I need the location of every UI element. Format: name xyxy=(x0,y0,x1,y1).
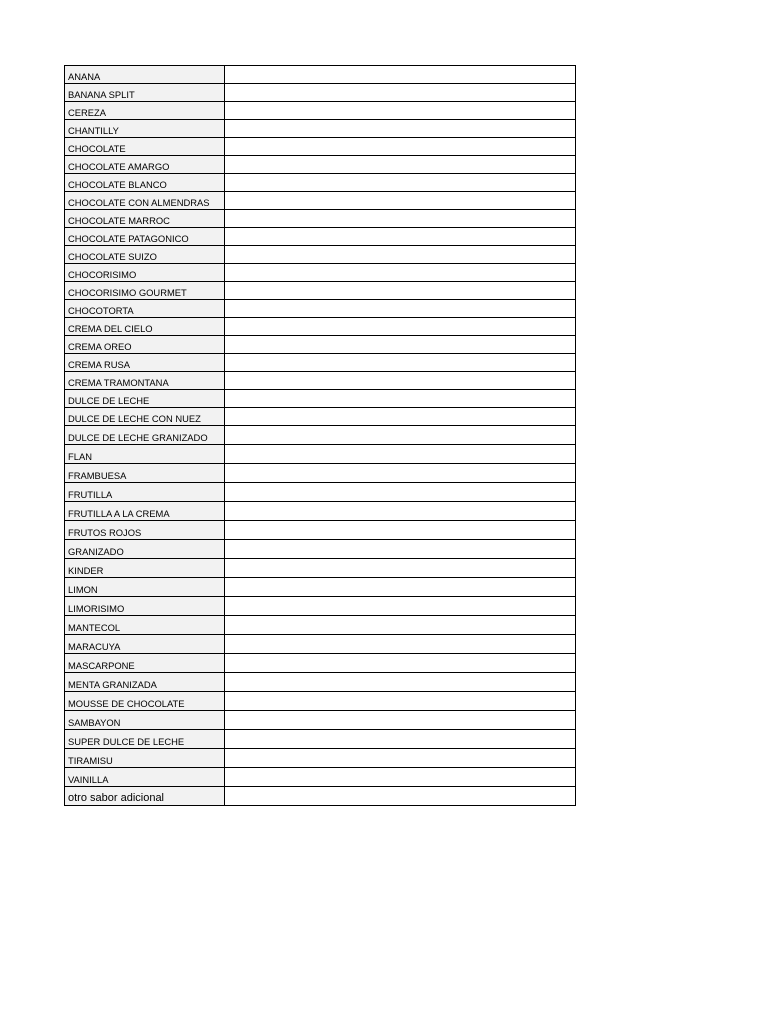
table-row xyxy=(65,654,576,673)
flavor-value-cell[interactable] xyxy=(225,730,576,749)
flavor-value-cell[interactable] xyxy=(225,616,576,635)
flavor-name-cell[interactable]: DULCE DE LECHE GRANIZADO xyxy=(65,426,225,445)
flavor-name-cell[interactable]: BANANA SPLIT xyxy=(65,84,225,102)
flavor-name-cell[interactable]: DULCE DE LECHE xyxy=(65,390,225,408)
flavor-name-cell[interactable]: KINDER xyxy=(65,559,225,578)
table-row xyxy=(65,156,576,174)
table-row xyxy=(65,445,576,464)
flavor-name-cell[interactable]: otro sabor adicional xyxy=(65,787,225,806)
table-row xyxy=(65,578,576,597)
flavor-value-cell[interactable] xyxy=(225,768,576,787)
flavor-name-cell[interactable]: FRUTOS ROJOS xyxy=(65,521,225,540)
flavor-value-cell[interactable] xyxy=(225,318,576,336)
flavor-value-cell[interactable] xyxy=(225,372,576,390)
flavor-value-cell[interactable] xyxy=(225,426,576,445)
table-row xyxy=(65,749,576,768)
flavor-name-cell[interactable]: SAMBAYON xyxy=(65,711,225,730)
flavor-value-cell[interactable] xyxy=(225,390,576,408)
flavor-name-cell[interactable]: TIRAMISU xyxy=(65,749,225,768)
flavor-name-cell[interactable]: VAINILLA xyxy=(65,768,225,787)
flavor-value-cell[interactable] xyxy=(225,445,576,464)
flavor-name-cell[interactable]: DULCE DE LECHE CON NUEZ xyxy=(65,408,225,426)
flavor-value-cell[interactable] xyxy=(225,483,576,502)
flavor-name-cell[interactable]: CREMA OREO xyxy=(65,336,225,354)
table-row xyxy=(65,354,576,372)
flavor-name-cell[interactable]: CREMA DEL CIELO xyxy=(65,318,225,336)
flavor-value-cell[interactable] xyxy=(225,502,576,521)
flavor-value-cell[interactable] xyxy=(225,264,576,282)
table-row xyxy=(65,692,576,711)
flavor-name-cell[interactable]: CREMA RUSA xyxy=(65,354,225,372)
table-row xyxy=(65,426,576,445)
flavor-value-cell[interactable] xyxy=(225,66,576,84)
table-row xyxy=(65,282,576,300)
flavor-value-cell[interactable] xyxy=(225,464,576,483)
flavor-value-cell[interactable] xyxy=(225,597,576,616)
flavor-name-cell[interactable]: CHOCOLATE PATAGONICO xyxy=(65,228,225,246)
table-row xyxy=(65,174,576,192)
flavor-name-cell[interactable]: CHOCOLATE SUIZO xyxy=(65,246,225,264)
table-row xyxy=(65,540,576,559)
flavor-value-cell[interactable] xyxy=(225,138,576,156)
table-row xyxy=(65,768,576,787)
flavor-table xyxy=(64,65,576,806)
table-row xyxy=(65,66,576,84)
table-row xyxy=(65,711,576,730)
flavor-name-cell[interactable]: CHOCOLATE BLANCO xyxy=(65,174,225,192)
flavor-value-cell[interactable] xyxy=(225,192,576,210)
flavor-value-cell[interactable] xyxy=(225,156,576,174)
flavor-value-cell[interactable] xyxy=(225,120,576,138)
flavor-name-cell[interactable]: CHOCOLATE xyxy=(65,138,225,156)
flavor-name-cell[interactable]: MANTECOL xyxy=(65,616,225,635)
table-row xyxy=(65,787,576,806)
flavor-name-cell[interactable]: FRAMBUESA xyxy=(65,464,225,483)
flavor-value-cell[interactable] xyxy=(225,282,576,300)
table-row xyxy=(65,336,576,354)
flavor-value-cell[interactable] xyxy=(225,635,576,654)
flavor-name-cell[interactable]: MOUSSE DE CHOCOLATE xyxy=(65,692,225,711)
table-row xyxy=(65,730,576,749)
table-row xyxy=(65,408,576,426)
flavor-value-cell[interactable] xyxy=(225,84,576,102)
flavor-name-cell[interactable]: CREMA TRAMONTANA xyxy=(65,372,225,390)
table-row xyxy=(65,483,576,502)
table-row xyxy=(65,210,576,228)
flavor-value-cell[interactable] xyxy=(225,673,576,692)
table-row xyxy=(65,464,576,483)
table-row xyxy=(65,521,576,540)
flavor-name-cell[interactable]: FLAN xyxy=(65,445,225,464)
flavor-name-cell[interactable]: LIMON xyxy=(65,578,225,597)
flavor-value-cell[interactable] xyxy=(225,692,576,711)
table-row xyxy=(65,673,576,692)
table-row xyxy=(65,502,576,521)
flavor-value-cell[interactable] xyxy=(225,540,576,559)
table-row xyxy=(65,372,576,390)
flavor-name-cell[interactable]: CHOCOLATE CON ALMENDRAS xyxy=(65,192,225,210)
flavor-name-cell[interactable]: CHOCOLATE AMARGO xyxy=(65,156,225,174)
flavor-value-cell[interactable] xyxy=(225,408,576,426)
flavor-name-cell[interactable]: GRANIZADO xyxy=(65,540,225,559)
table-row xyxy=(65,228,576,246)
flavor-value-cell[interactable] xyxy=(225,210,576,228)
flavor-name-cell[interactable]: CHOCOLATE MARROC xyxy=(65,210,225,228)
table-row xyxy=(65,616,576,635)
flavor-name-cell[interactable]: CEREZA xyxy=(65,102,225,120)
flavor-value-cell[interactable] xyxy=(225,174,576,192)
flavor-value-cell[interactable] xyxy=(225,521,576,540)
flavor-value-cell[interactable] xyxy=(225,102,576,120)
flavor-name-cell[interactable]: CHOCORISIMO GOURMET xyxy=(65,282,225,300)
flavor-name-cell[interactable]: LIMORISIMO xyxy=(65,597,225,616)
flavor-name-cell[interactable]: ANANA xyxy=(65,66,225,84)
flavor-value-cell[interactable] xyxy=(225,654,576,673)
flavor-name-cell[interactable]: FRUTILLA A LA CREMA xyxy=(65,502,225,521)
flavor-name-cell[interactable]: MENTA GRANIZADA xyxy=(65,673,225,692)
table-row xyxy=(65,318,576,336)
flavor-value-cell[interactable] xyxy=(225,246,576,264)
table-row xyxy=(65,120,576,138)
table-row xyxy=(65,192,576,210)
flavor-value-cell[interactable] xyxy=(225,228,576,246)
table-row xyxy=(65,246,576,264)
flavor-value-cell[interactable] xyxy=(225,749,576,768)
table-row xyxy=(65,300,576,318)
flavor-name-cell[interactable]: CHOCORISIMO xyxy=(65,264,225,282)
table-row xyxy=(65,138,576,156)
flavor-value-cell[interactable] xyxy=(225,787,576,806)
flavor-value-cell[interactable] xyxy=(225,336,576,354)
table-row xyxy=(65,559,576,578)
flavor-value-cell[interactable] xyxy=(225,300,576,318)
flavor-name-cell[interactable]: SUPER DULCE DE LECHE xyxy=(65,730,225,749)
flavor-name-cell[interactable]: MASCARPONE xyxy=(65,654,225,673)
table-row xyxy=(65,635,576,654)
table-row xyxy=(65,102,576,120)
table-row xyxy=(65,84,576,102)
flavor-rows xyxy=(65,66,576,806)
flavor-name-cell[interactable]: CHOCOTORTA xyxy=(65,300,225,318)
flavor-value-cell[interactable] xyxy=(225,711,576,730)
table-row xyxy=(65,597,576,616)
flavor-value-cell[interactable] xyxy=(225,578,576,597)
flavor-value-cell[interactable] xyxy=(225,559,576,578)
table-row xyxy=(65,264,576,282)
flavor-name-cell[interactable]: MARACUYA xyxy=(65,635,225,654)
flavor-value-cell[interactable] xyxy=(225,354,576,372)
flavor-name-cell[interactable]: FRUTILLA xyxy=(65,483,225,502)
flavor-name-cell[interactable]: CHANTILLY xyxy=(65,120,225,138)
table-row xyxy=(65,390,576,408)
